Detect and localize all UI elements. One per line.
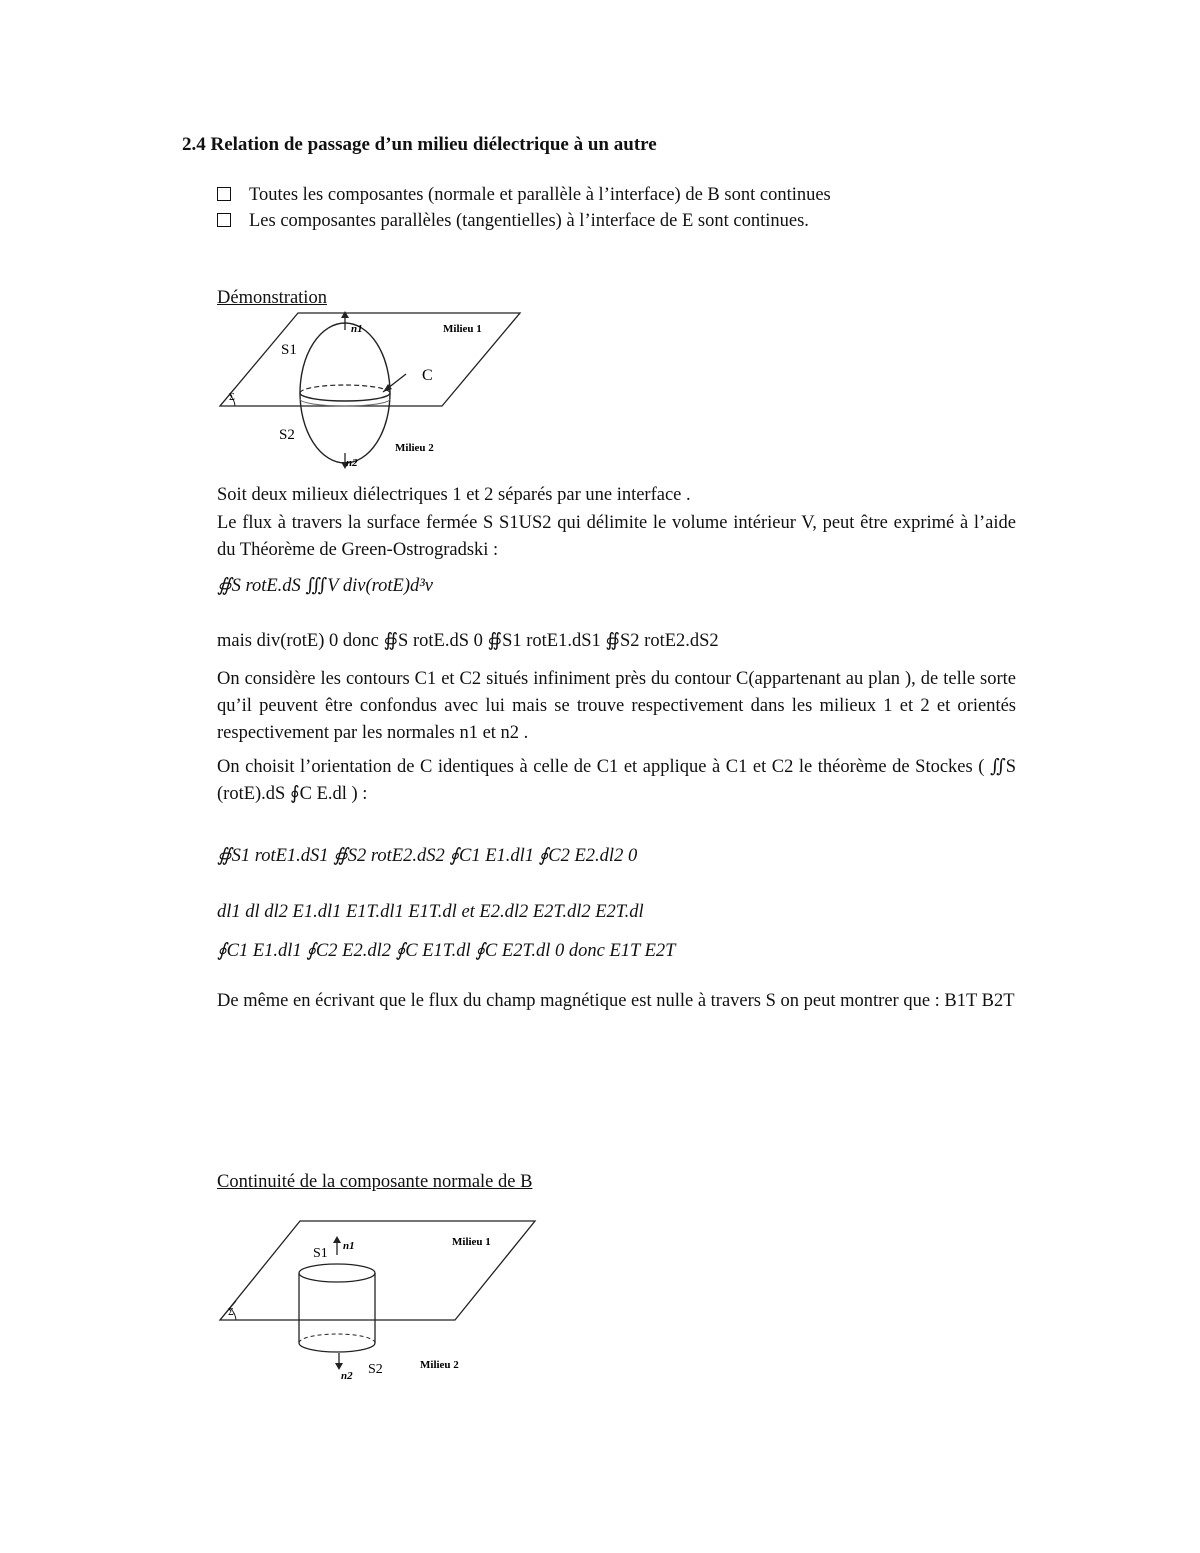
n1-arrow-head <box>341 311 349 318</box>
equation-dl-relations: dl1 dl dl2 E1.dl1 E1T.dl1 E1T.dl et E2.dl2 E2T.dl2 E2T.dl <box>217 902 644 922</box>
milieu1-label: Milieu 1 <box>443 323 482 335</box>
contour-front <box>300 393 390 401</box>
equation-tangential-continuity: ∮C1 E1.dl1 ∮C2 E2.dl2 ∮C E1T.dl ∮C E2T.dl 0 donc E1T E2T <box>217 941 676 961</box>
milieu1-label: Milieu 1 <box>452 1236 491 1248</box>
sigma-label: Σ <box>228 1307 234 1318</box>
n1-label: n1 <box>343 1240 355 1252</box>
contour-front-2 <box>300 399 390 406</box>
equation-stokes-sum: ∯S1 rotE1.dS1 ∯S2 rotE2.dS2 ∮C1 E1.dl1 ∮C2 E2.dl2 0 <box>217 846 638 866</box>
bullet-item <box>217 211 809 232</box>
n2-label: n2 <box>341 1370 353 1382</box>
section-title: 2.4 Relation de passage d’un milieu diélectrique à un autre <box>182 134 657 155</box>
milieu2-label: Milieu 2 <box>420 1359 459 1371</box>
bullet-item <box>217 185 831 206</box>
paragraph-flux: Le flux à travers la surface fermée S S1US2 qui délimite le volume intérieur V, peut être exprimé à l’aide du Théorème de Green-Ostrogradski : <box>217 513 1016 560</box>
sphere-interface-figure <box>215 308 525 473</box>
c-label: C <box>422 367 433 384</box>
n2-arrow-head <box>335 1363 343 1370</box>
sigma-label: Σ <box>229 392 235 403</box>
n2-label: n2 <box>346 457 358 469</box>
equation-div-rot: mais div(rotE) 0 donc ∯S rotE.dS 0 ∯S1 rotE1.dS1 ∯S2 rotE2.dS2 <box>217 631 719 651</box>
bullet-text: Toutes les composantes (normale et parallèle à l’interface) de B sont continues <box>249 185 831 205</box>
checkbox-icon <box>217 213 231 227</box>
s1-label: S1 <box>281 342 297 358</box>
closed-surface <box>300 323 390 463</box>
s1-label: S1 <box>313 1246 328 1261</box>
bullet-text: Les composantes parallèles (tangentielles) à l’interface de E sont continues. <box>249 211 809 231</box>
s2-label: S2 <box>279 427 295 443</box>
milieu2-label: Milieu 2 <box>395 442 434 454</box>
continuity-heading: Continuité de la composante normale de B <box>217 1172 533 1192</box>
contour-back <box>300 385 390 393</box>
paragraph-intro: Soit deux milieux diélectriques 1 et 2 séparés par une interface . <box>217 485 691 505</box>
paragraph-contours: On considère les contours C1 et C2 situés infiniment près du contour C(appartenant au plan ), de telle sorte qu’il peuvent être confondus avec lui mais se trouve respectivement dans les milieux 1 et 2 et orientés respectivement par les normales n1 et n2 . <box>217 669 1016 743</box>
cylinder-top <box>299 1264 375 1282</box>
n1-arrow-head <box>333 1236 341 1243</box>
equation-green-ostrogradski: ∯S rotE.dS ∭V div(rotE)d³v <box>217 576 434 596</box>
paragraph-stokes: On choisit l’orientation de C identiques à celle de C1 et applique à C1 et C2 le théorème de Stockes ( ∬S (rotE).dS ∮C E.dl ) : <box>217 757 1016 804</box>
demo-heading: Démonstration <box>217 288 327 308</box>
cylinder-interface-figure <box>215 1215 540 1390</box>
cylinder-bottom-back <box>299 1334 375 1343</box>
cylinder-bottom-front <box>299 1343 375 1352</box>
checkbox-icon <box>217 187 231 201</box>
s2-label: S2 <box>368 1362 383 1377</box>
paragraph-magnetic: De même en écrivant que le flux du champ magnétique est nulle à travers S on peut montrer que : B1T B2T <box>217 991 1015 1011</box>
n1-label: n1 <box>351 323 363 335</box>
